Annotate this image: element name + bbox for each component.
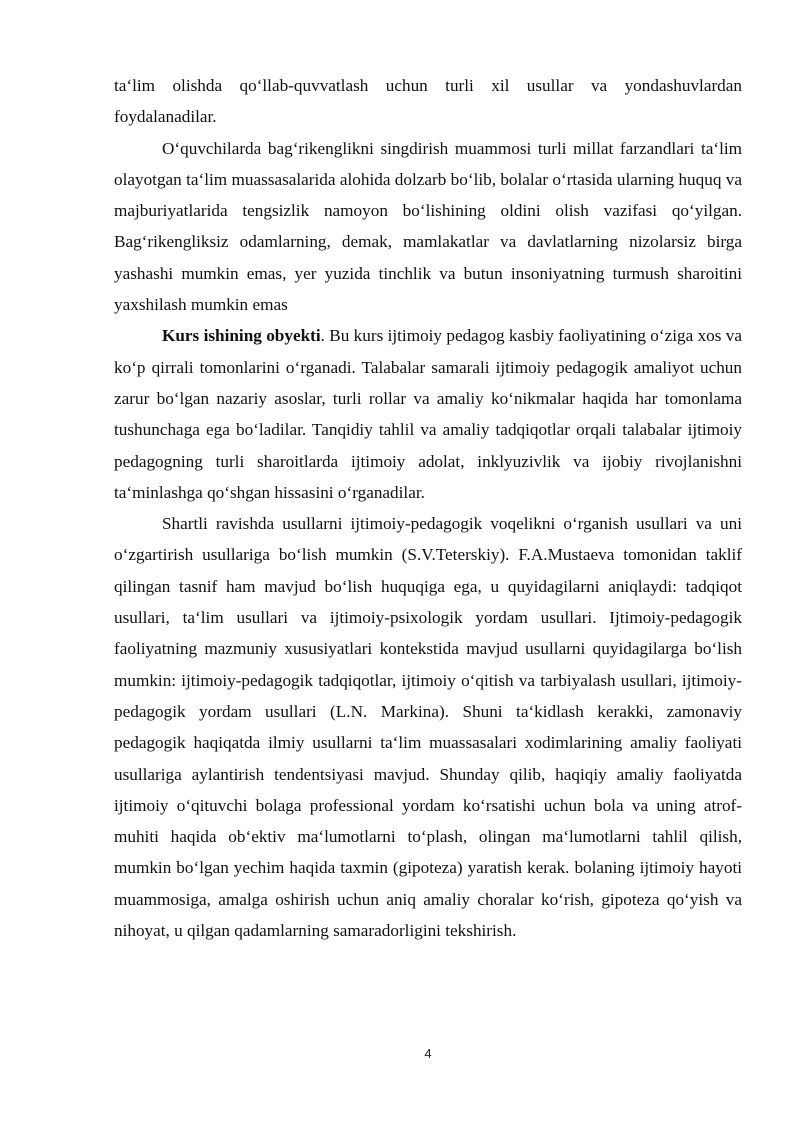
page-number: 4 (424, 1046, 432, 1061)
paragraph-tolerance: O‘quvchilarda bag‘rikenglikni singdirish muammosi turli millat farzandlari ta‘lim olayotgan ta‘lim muassasalarida alohida dolzarb bo‘lib, bolalar o‘rtasida ularning huquq va majburiyatlarida tengsizlik namoyon bo‘lishining oldini olish vazifasi qo‘yilgan. Bag‘rikengliksiz odamlarning, demak, mamlakatlar va davlatlarning nizolarsiz birga yashashi mumkin emas, yer yuzida tinchlik va butun insoniyatning turmush sharoitini yaxshilash mumkin emas (114, 138, 742, 315)
paragraph-course-object (114, 320, 742, 508)
paragraph-continuation: ta‘lim olishda qo‘llab-quvvatlash uchun turli xil usullar va yondashuvlardan foydalanadilar. (114, 76, 742, 127)
course-object-text: . Bu kurs ijtimoiy pedagog kasbiy faoliyatining o‘ziga xos va ko‘p qirrali tomonlarini o‘rganadi. Talabalar samarali ijtimoiy pedagogik amaliyot uchun zarur bo‘lgan nazariy asoslar, turli rollar va amaliy ko‘nikmalar haqida har tomonlama tushunchaga ega bo‘ladilar. Tanqidiy tahlil va amaliy tadqiqotlar orqali talabalar ijtimoiy pedagogning turli sharoitlarda ijtimoiy adolat, inklyuzivlik va ijobiy rivojlanishni ta‘minlashga qo‘shgan hissasini o‘rganadilar. (114, 326, 742, 502)
document-page (114, 70, 742, 946)
course-object-heading: Kurs ishining obyekti (162, 326, 321, 346)
paragraph-methods: Shartli ravishda usullarni ijtimoiy-pedagogik voqelikni o‘rganish usullari va uni o‘zgartirish usullariga bo‘lish mumkin (S.V.Teterskiy). F.A.Mustaeva tomonidan taklif qilingan tasnif ham mavjud bo‘lish huquqiga ega, u quyidagilarni aniqlaydi: tadqiqot usullari, ta‘lim usullari va ijtimoiy-psixologik yordam usullari. Ijtimoiy-pedagogik faoliyatning mazmuniy xususiyatlari kontekstida mavjud usullarni quyidagilarga bo‘lish mumkin: ijtimoiy-pedagogik tadqiqotlar, ijtimoiy o‘qitish va tarbiyalash usullari, ijtimoiy-pedagogik yordam usullari (L.N. Markina). Shuni ta‘kidlash kerakki, zamonaviy pedagogik haqiqatda ilmiy usullarni ta‘lim muassasalari xodimlarining amaliy faoliyati usullariga aylantirish tendentsiyasi mavjud. Shunday qilib, haqiqiy amaliy faoliyatda ijtimoiy o‘qituvchi bolaga professional yordam ko‘rsatishi uchun bola va uning atrof-muhiti haqida ob‘ektiv ma‘lumotlarni to‘plash, olingan ma‘lumotlarni tahlil qilish, mumkin bo‘lgan yechim haqida taxmin (gipoteza) yaratish kerak. bolaning ijtimoiy hayoti muammosiga, amalga oshirish uchun aniq amaliy choralar ko‘rish, gipoteza qo‘yish va nihoyat, u qilgan qadamlarning samaradorligini tekshirish. (114, 514, 742, 941)
